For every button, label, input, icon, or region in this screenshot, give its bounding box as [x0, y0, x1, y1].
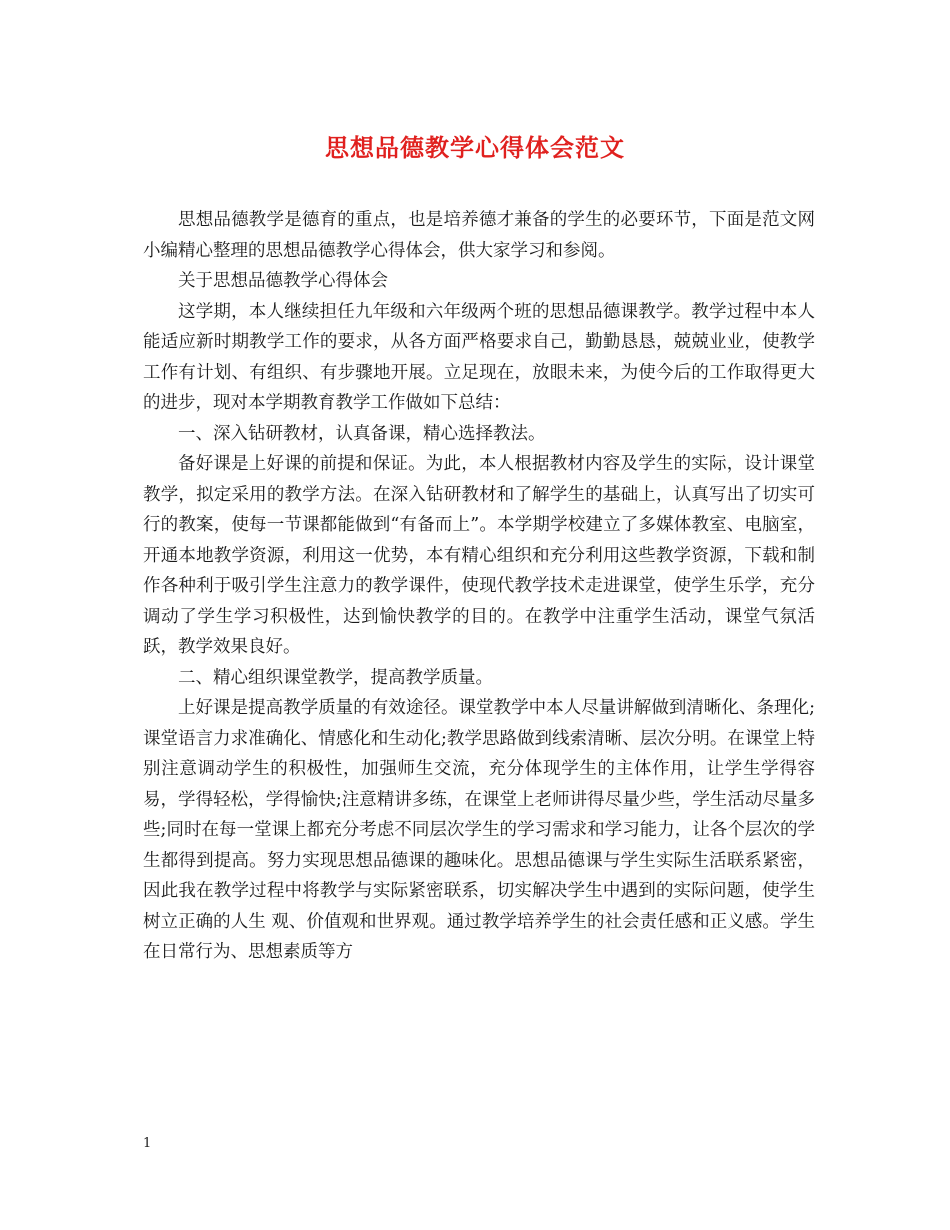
paragraph-lesson-prep: 备好课是上好课的前提和保证。为此，本人根据教材内容及学生的实际，设计课堂教学，拟定采用的教学方法。在深入钻研教材和了解学生的基础上，认真写出了切实可行的教案，使每一节课都能做到“有备而上”。本学期学校建立了多媒体教室、电脑室，开通本地教学资源，利用这一优势，本有精心组织和充分利用这些教学资源，下载和制作各种利于吸引学生注意力的教学课件，使现代教学技术走进课堂，使学生乐学，充分调动了学生学习积极性，达到愉快教学的目的。在教学中注重学生活动，课堂气氛活跃，教学效果良好。 — [143, 454, 815, 657]
section-heading-2: 二、精心组织课堂教学，提高教学质量。 — [178, 667, 493, 688]
paragraph-intro: 思想品德教学是德育的重点，也是培养德才兼备的学生的必要环节，下面是范文网小编精心整理的思想品德教学心得体会，供大家学习和参阅。 — [143, 210, 815, 261]
section-heading-1: 一、深入钻研教材，认真备课，精心选择教法。 — [178, 423, 546, 444]
paragraph-summary: 这学期，本人继续担任九年级和六年级两个班的思想品德课教学。教学过程中本人能适应新时期教学工作的要求，从各方面严格要求自己，勤勤恳恳，兢兢业业，使教学工作有计划、有组织、有步骤地开展。立足现在，放眼未来，为使今后的工作取得更大的进步，现对本学期教育教学工作做如下总结： — [143, 301, 815, 413]
document-title: 思想品德教学心得体会范文 — [325, 133, 625, 162]
document-body — [143, 205, 815, 968]
page-number: 1 — [143, 1136, 152, 1151]
paragraph-classroom: 上好课是提高教学质量的有效途径。课堂教学中本人尽量讲解做到清晰化、条理化;课堂语言力求准确化、情感化和生动化;教学思路做到线索清晰、层次分明。在课堂上特别注意调动学生的积极性，加强师生交流，充分体现学生的主体作用，让学生学得容易，学得轻松，学得愉快;注意精讲多练，在课堂上老师讲得尽量少些，学生活动尽量多些;同时在每一堂课上都充分考虑不同层次学生的学习需求和学习能力，让各个层次的学生都得到提高。努力实现思想品德课的趣味化。思想品德课与学生实际生活联系紧密，因此我在教学过程中将教学与实际紧密联系，切实解决学生中遇到的实际问题，使学生树立正确的人生 观、价值观和世界观。通过教学培养学生的社会责任感和正义感。学生在日常行为、思想素质等方 — [143, 698, 815, 962]
paragraph-subtitle: 关于思想品德教学心得体会 — [178, 271, 388, 291]
